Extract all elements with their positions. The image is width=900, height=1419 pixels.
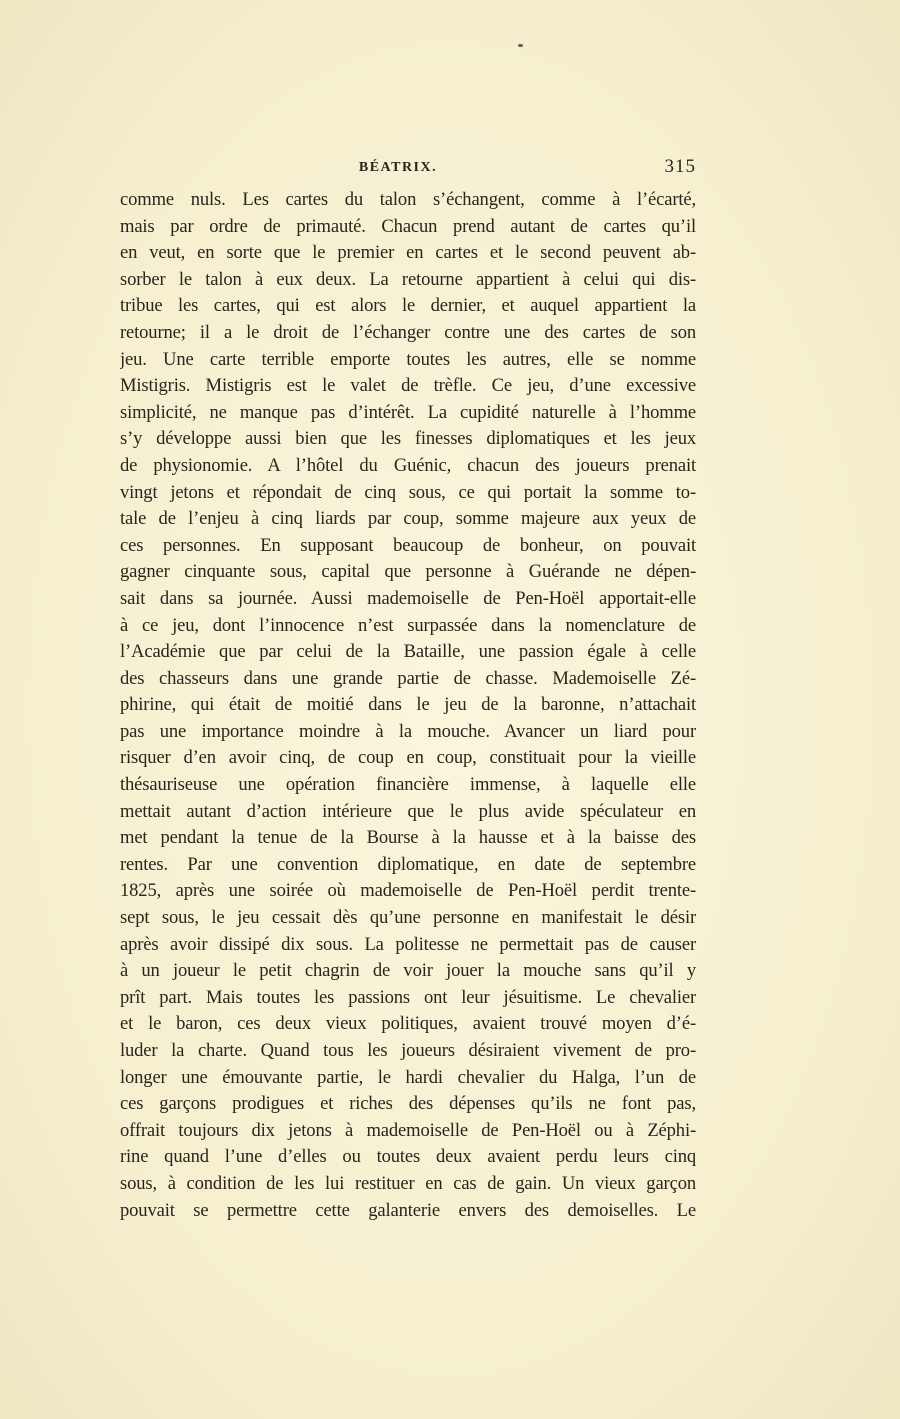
text-line: s’y développe aussi bien que les finesses diplomatiques et les jeux (120, 428, 696, 450)
scan-speck (518, 44, 523, 47)
running-head (120, 156, 696, 180)
text-line: ces garçons prodigues et riches des dépenses qu’ils ne font pas, (120, 1093, 696, 1115)
body-text (120, 187, 696, 1224)
text-line: après avoir dissipé dix sous. La politesse ne permettait pas de causer (120, 933, 696, 955)
text-line: pas une importance moindre à la mouche. Avancer un liard pour (120, 720, 696, 742)
text-line: rine quand l’une d’elles ou toutes deux avaient perdu leurs cinq (120, 1146, 696, 1168)
text-line: tribue les cartes, qui est alors le dernier, et auquel appartient la (120, 295, 696, 317)
running-title: BÉATRIX. (358, 160, 438, 175)
text-line: tale de l’enjeu à cinq liards par coup, somme majeure aux yeux de (120, 508, 696, 530)
text-line: retourne; il a le droit de l’échanger contre une des cartes de son (120, 321, 696, 343)
text-line: ces personnes. En supposant beaucoup de bonheur, on pouvait (120, 534, 696, 556)
text-line: vingt jetons et répondait de cinq sous, ce qui portait la somme to- (120, 481, 696, 503)
text-line: mais par ordre de primauté. Chacun prend autant de cartes qu’il (120, 215, 696, 237)
text-line: gagner cinquante sous, capital que personne à Guérande ne dépen- (120, 561, 696, 583)
text-line: jeu. Une carte terrible emporte toutes les autres, elle se nomme (120, 348, 696, 370)
text-line: prît part. Mais toutes les passions ont leur jésuitisme. Le chevalier (120, 986, 696, 1008)
text-line: de physionomie. A l’hôtel du Guénic, chacun des joueurs prenait (120, 454, 696, 476)
text-line: comme nuls. Les cartes du talon s’échangent, comme à l’écarté, (120, 189, 696, 210)
text-line: sous, à condition de les lui restituer en cas de gain. Un vieux garçon (120, 1172, 696, 1194)
page-number: 315 (664, 156, 696, 177)
text-line: pouvait se permettre cette galanterie envers des demoiselles. Le (120, 1199, 696, 1221)
text-line: offrait toujours dix jetons à mademoiselle de Pen-Hoël ou à Zéphi- (120, 1119, 696, 1141)
text-line: sorber le talon à eux deux. La retourne appartient à celui qui dis- (120, 268, 696, 290)
text-line: mettait autant d’action intérieure que le plus avide spéculateur en (120, 800, 696, 822)
text-line: à ce jeu, dont l’innocence n’est surpassée dans la nomenclature de (120, 614, 696, 636)
text-line: thésauriseuse une opération financière immense, à laquelle elle (120, 774, 696, 796)
text-line: des chasseurs dans une grande partie de chasse. Mademoiselle Zé- (120, 667, 696, 689)
text-line: met pendant la tenue de la Bourse à la hausse et à la baisse des (120, 827, 696, 849)
text-line: Mistigris. Mistigris est le valet de trèfle. Ce jeu, d’une excessive (120, 375, 696, 397)
text-line: longer une émouvante partie, le hardi chevalier du Halga, l’un de (120, 1066, 696, 1088)
text-line: risquer d’en avoir cinq, de coup en coup, constituait pour la vieille (120, 747, 696, 769)
text-line: en veut, en sorte que le premier en cartes et le second peuvent ab- (120, 242, 696, 264)
text-line: 1825, après une soirée où mademoiselle de Pen-Hoël perdit trente- (120, 880, 696, 902)
text-line: l’Académie que par celui de la Bataille, une passion égale à celle (120, 641, 696, 663)
text-line: et le baron, ces deux vieux politiques, avaient trouvé moyen d’é- (120, 1013, 696, 1035)
text-line: phirine, qui était de moitié dans le jeu de la baronne, n’attachait (120, 694, 696, 716)
text-line: sait dans sa journée. Aussi mademoiselle de Pen-Hoël apportait-elle (120, 587, 696, 609)
text-line: à un joueur le petit chagrin de voir jouer la mouche sans qu’il y (120, 960, 696, 982)
text-line: rentes. Par une convention diplomatique, en date de septembre (120, 853, 696, 875)
text-line: simplicité, ne manque pas d’intérêt. La cupidité naturelle à l’homme (120, 401, 696, 423)
text-line: luder la charte. Quand tous les joueurs désiraient vivement de pro- (120, 1040, 696, 1061)
text-line: sept sous, le jeu cessait dès qu’une personne en manifestait le désir (120, 907, 696, 929)
